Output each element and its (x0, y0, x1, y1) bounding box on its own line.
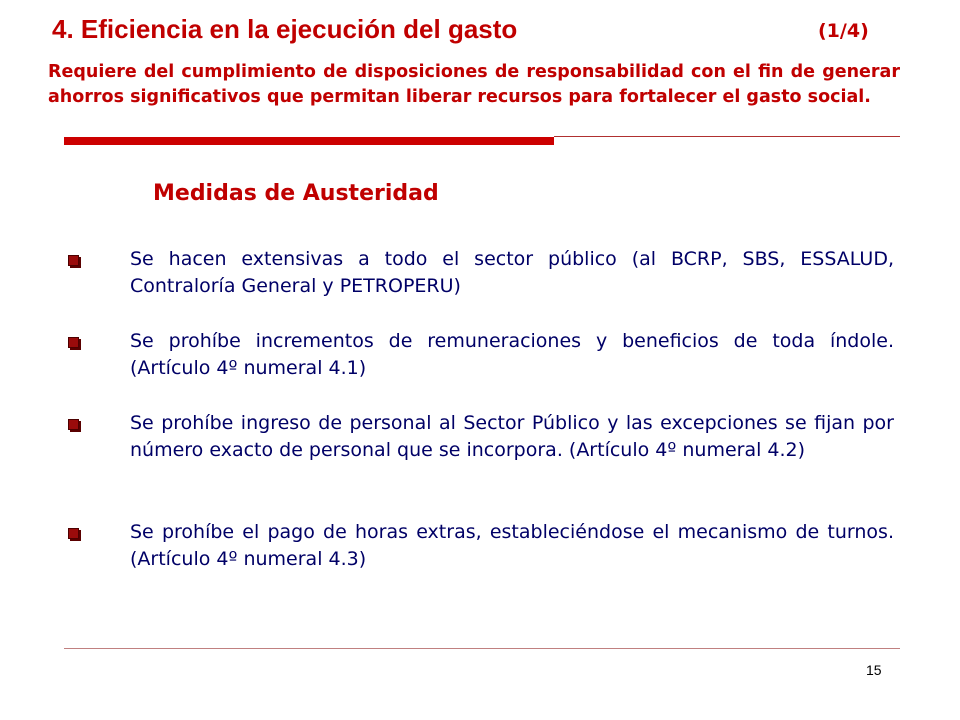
list-item-text: Se prohíbe ingreso de personal al Sector Público y las excepciones se fijan por número exacto de personal que se incorpora. (Artículo 4º numeral 4.2) (130, 412, 894, 461)
slide-title: 4. Eficiencia en la ejecución del gasto (52, 14, 518, 44)
part-indicator: (1/4) (818, 20, 869, 42)
square-bullet-icon (68, 255, 79, 266)
page-number: 15 (866, 662, 882, 678)
slide-subtitle: Requiere del cumplimiento de disposiciones de responsabilidad con el fin de generar ahorros significativos que permitan liberar recursos para fortalecer el gasto social. (48, 62, 900, 107)
section-title: Medidas de Austeridad (153, 181, 439, 206)
square-bullet-icon (68, 337, 79, 348)
list-item-text: Se prohíbe incrementos de remuneraciones y beneficios de toda índole. (Artículo 4º numeral 4.1) (130, 330, 894, 379)
square-bullet-icon (68, 419, 79, 430)
list-item-text: Se hacen extensivas a todo el sector público (al BCRP, SBS, ESSALUD, Contraloría General y PETROPERU) (130, 248, 894, 297)
header-divider-thin (554, 136, 900, 137)
list-item-text: Se prohíbe el pago de horas extras, estableciéndose el mecanismo de turnos. (Artículo 4º numeral 4.3) (130, 521, 894, 570)
footer-divider (64, 648, 900, 649)
header-divider-thick (64, 137, 554, 145)
square-bullet-icon (68, 528, 79, 539)
